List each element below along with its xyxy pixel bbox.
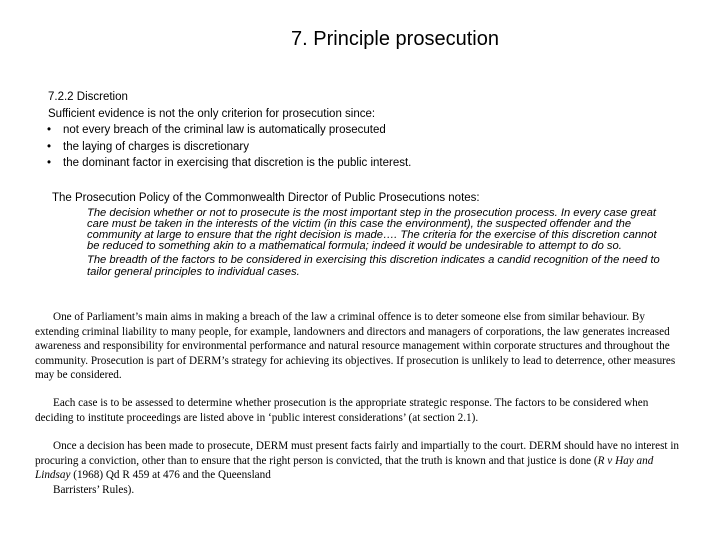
discretion-section	[48, 89, 688, 172]
bullet-symbol: •	[47, 140, 52, 153]
section-intro: Sufficient evidence is not the only criterion for prosecution since:	[48, 107, 376, 120]
bullet-text: not every breach of the criminal law is automatically prosecuted	[63, 124, 386, 136]
paragraph-text: Each case is to be assessed to determine whether prosecution is the appropriate strategic response. The factors to be considered when deciding to institute proceedings are listed above in ‘public interest considerations’ (at section 2.1).	[35, 397, 649, 424]
paragraph-text: (1968) Qd R 459 at 476 and the Queensland	[70, 469, 271, 481]
policy-quote	[87, 208, 672, 278]
policy-lead: The Prosecution Policy of the Commonwealth Director of Public Prosecutions notes:	[52, 192, 480, 204]
policy-section	[52, 190, 672, 281]
paragraph-text: Barristers’ Rules).	[53, 483, 135, 496]
bullet-text: the dominant factor in exercising that discretion is the public interest.	[63, 157, 412, 169]
page-title: 7. Principle prosecution	[291, 28, 499, 50]
bullet-symbol: •	[47, 124, 52, 136]
quote-paragraph: The decision whether or not to prosecute is the most important step in the prosecution process. In every case great care must be taken in the interests of the victim (in this case the environment), the suspected offender and the community at large to ensure that the right decision is made…. The criteria for the exercise of this discretion cannot be reduced to something akin to a mathematical formula; indeed it would be undesirable to attempt to do so.	[87, 206, 657, 253]
bullet-item	[48, 155, 688, 172]
body-paragraph	[35, 310, 685, 383]
paragraph-text: Once a decision has been made to prosecute, DERM must present facts fairly and impartially to the court. DERM should have no interest in procuring a conviction, other than to ensure that the right person is convicted, that the truth is known and that justice is done (	[35, 440, 680, 467]
body-paragraph	[35, 396, 685, 425]
bullet-text: the laying of charges is discretionary	[63, 140, 250, 153]
bullet-item	[48, 139, 688, 156]
bullet-symbol: •	[47, 157, 52, 169]
case-citation: R v Hay and Lindsay	[35, 454, 654, 481]
body-paragraph	[35, 439, 685, 497]
bullet-item	[48, 122, 688, 139]
section-heading: 7.2.2 Discretion	[48, 91, 128, 103]
paragraph-text: One of Parliament’s main aims in making a breach of the law a criminal offence is to deter someone else from similar behaviour. By extending criminal liability to many people, for example, landowners and directors and managers of corporations, the law generates increased awareness and responsibility for environmental performance and natural resource management within corporate structures and throughout the community. Prosecution is part of DERM’s strategy for achieving its objectives. If prosecution is unlikely to lead to deterrence, other measures may be considered.	[35, 311, 676, 381]
quote-paragraph: The breadth of the factors to be considered in exercising this discretion indicates a candid recognition of the need to tailor general principles to individual cases.	[87, 254, 660, 278]
